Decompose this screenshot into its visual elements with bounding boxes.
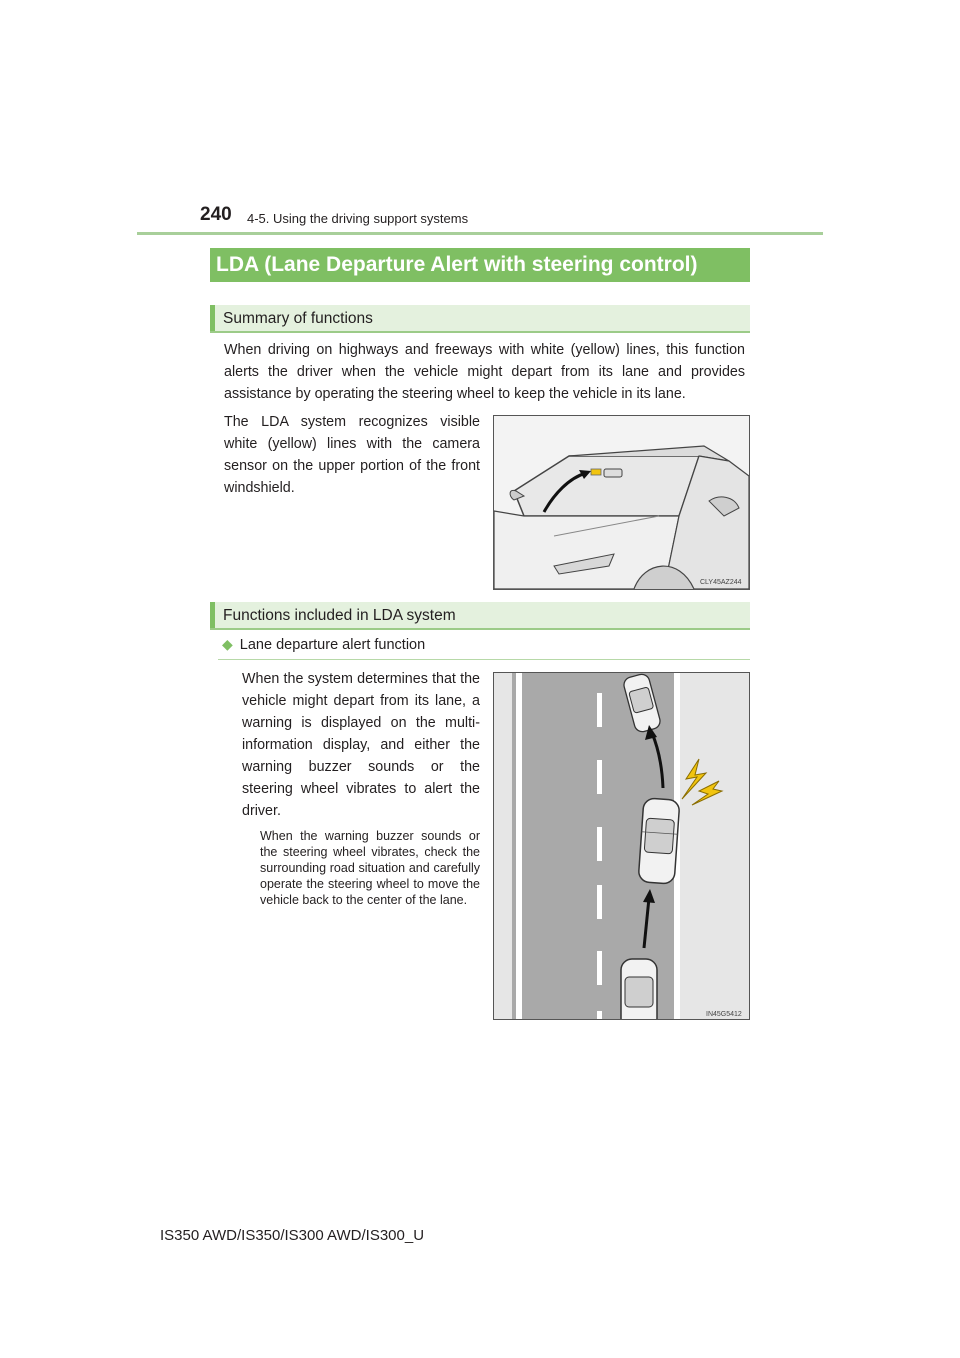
functions-heading-rule [210,628,750,630]
summary-heading: Summary of functions [210,305,750,332]
alert-note: When the warning buzzer sounds or the steering wheel vibrates, check the surrounding road situation and carefully operate the steering wheel to move the vehicle back to the center of the lane. [260,829,480,907]
page-number: 240 [200,204,232,225]
diamond-bullet-icon: ◆ [222,636,233,652]
bullet-label: Lane departure alert function [239,637,426,653]
lane-departure-alert-heading [222,636,425,653]
figure-code-2: IN45G5412 [706,1011,742,1018]
alert-function-paragraph: When the system determines that the vehicle might depart from its lane, a warning is displayed on the multi-information display, and either the warning buzzer sounds or the steering wheel vibrates to alert the driver. [242,671,480,819]
lane-departure-illustration [493,672,750,1020]
summary-paragraph: When driving on highways and freeways with white (yellow) lines, this function alerts the driver when the vehicle might depart from its lane and provides assistance by operating the steering wheel to keep the vehicle in its lane. [224,342,745,402]
car-front-drawing [494,416,749,589]
figure-code-1: CLY45AZ244 [700,579,742,586]
summary-heading-rule [210,331,750,333]
windshield-camera-illustration [493,415,750,590]
header-divider [137,232,823,235]
camera-description: The LDA system recognizes visible white (yellow) lines with the camera sensor on the upper portion of the front windshield. [224,414,480,496]
model-footer: IS350 AWD/IS350/IS300 AWD/IS300_U [160,1227,425,1244]
lane-diagram-drawing [494,673,749,1019]
functions-heading: Functions included in LDA system [210,602,750,629]
section-title: LDA (Lane Departure Alert with steering control) [210,248,750,282]
chapter-title: 4-5. Using the driving support systems [247,211,469,226]
bullet-divider [218,659,750,660]
